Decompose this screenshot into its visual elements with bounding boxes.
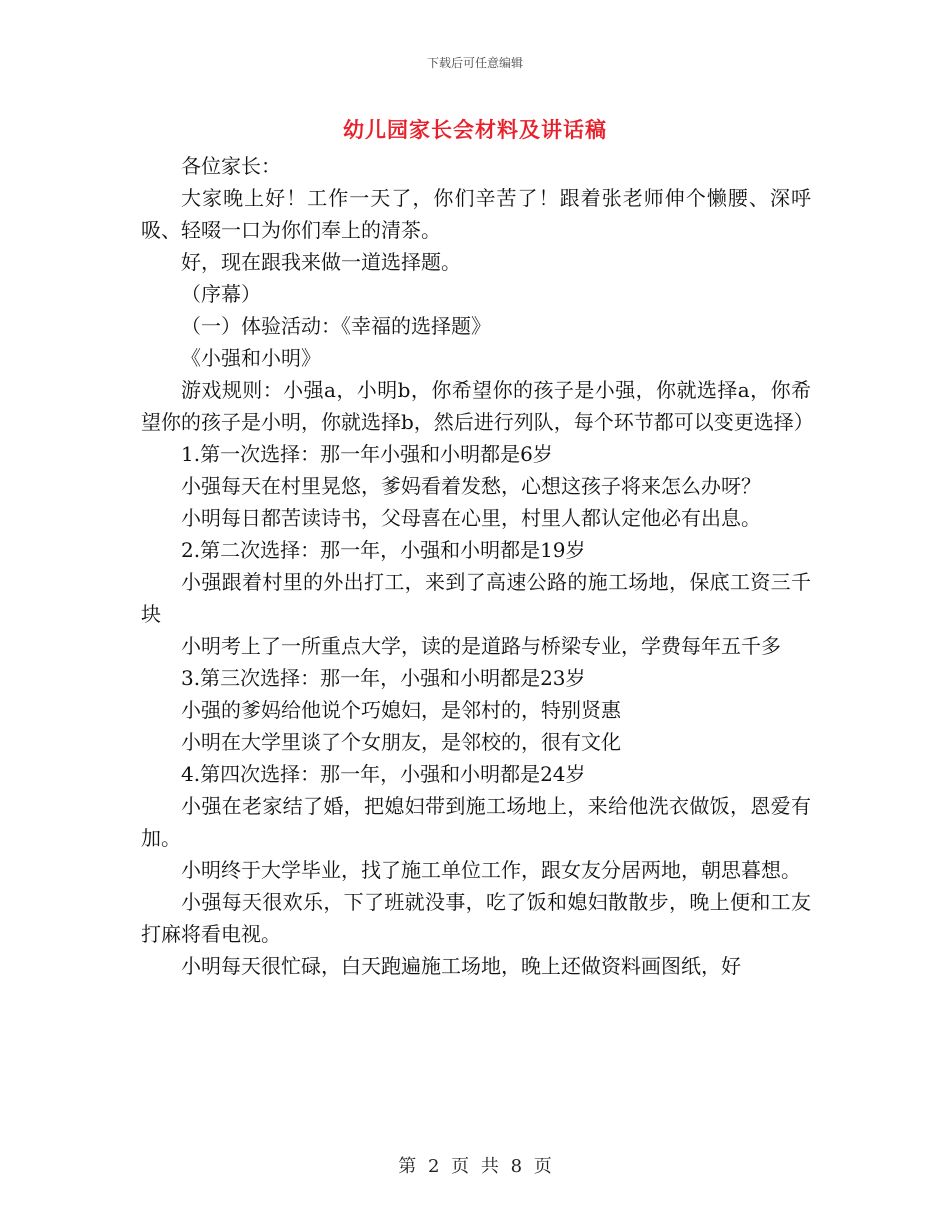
paragraph: 小强跟着村里的外出打工，来到了高速公路的施工场地，保底工资三千块 — [141, 570, 811, 626]
page-header-note: 下载后可任意编辑 — [426, 56, 523, 70]
paragraph: 各位家长： — [181, 154, 281, 178]
paragraph: 游戏规则：小强a，小明b，你希望你的孩子是小强，你就选择a，你希望你的孩子是小明，你就选择b，然后进行列队，每个环节都可以变更选择） — [141, 378, 814, 434]
paragraph: 小强每天很欢乐，下了班就没事，吃了饭和媳妇散散步，晚上便和工友打麻将看电视。 — [141, 890, 811, 946]
paragraph: 小明在大学里谈了个女朋友，是邻校的，很有文化 — [181, 730, 621, 754]
paragraph: 小明终于大学毕业，找了施工单位工作，跟女友分居两地，朝思暮想。 — [181, 858, 801, 882]
paragraph: 小明考上了一所重点大学，读的是道路与桥梁专业，学费每年五千多 — [181, 634, 781, 658]
paragraph: 小明每天很忙碌，白天跑遍施工场地，晚上还做资料画图纸，好 — [181, 954, 741, 978]
paragraph: 4.第四次选择：那一年，小强和小明都是24岁 — [181, 762, 586, 786]
paragraph: 1.第一次选择：那一年小强和小明都是6岁 — [181, 442, 553, 466]
paragraph: （序幕） — [181, 282, 261, 306]
paragraph: 2.第二次选择：那一年，小强和小明都是19岁 — [181, 538, 586, 562]
document-body — [141, 150, 814, 982]
paragraph: 好，现在跟我来做一道选择题。 — [181, 250, 461, 274]
paragraph: 大家晚上好！工作一天了，你们辛苦了！跟着张老师伸个懒腰、深呼吸、轻啜一口为你们奉上的清茶。 — [141, 186, 811, 242]
page-number-footer: 第 2 页 共 8 页 — [398, 1156, 552, 1177]
paragraph: 小明每日都苦读诗书，父母喜在心里，村里人都认定他必有出息。 — [181, 506, 761, 530]
paragraph: 小强的爹妈给他说个巧媳妇，是邻村的，特别贤惠 — [181, 698, 621, 722]
paragraph: 3.第三次选择：那一年，小强和小明都是23岁 — [181, 666, 586, 690]
paragraph: 小强在老家结了婚，把媳妇带到施工场地上，来给他洗衣做饭，恩爱有加。 — [141, 794, 811, 850]
paragraph: （一）体验活动：《幸福的选择题》 — [181, 314, 491, 338]
paragraph: 《小强和小明》 — [181, 346, 321, 370]
paragraph: 小强每天在村里晃悠，爹妈看着发愁，心想这孩子将来怎么办呀？ — [181, 474, 761, 498]
document-title: 幼儿园家长会材料及讲话稿 — [343, 118, 607, 142]
